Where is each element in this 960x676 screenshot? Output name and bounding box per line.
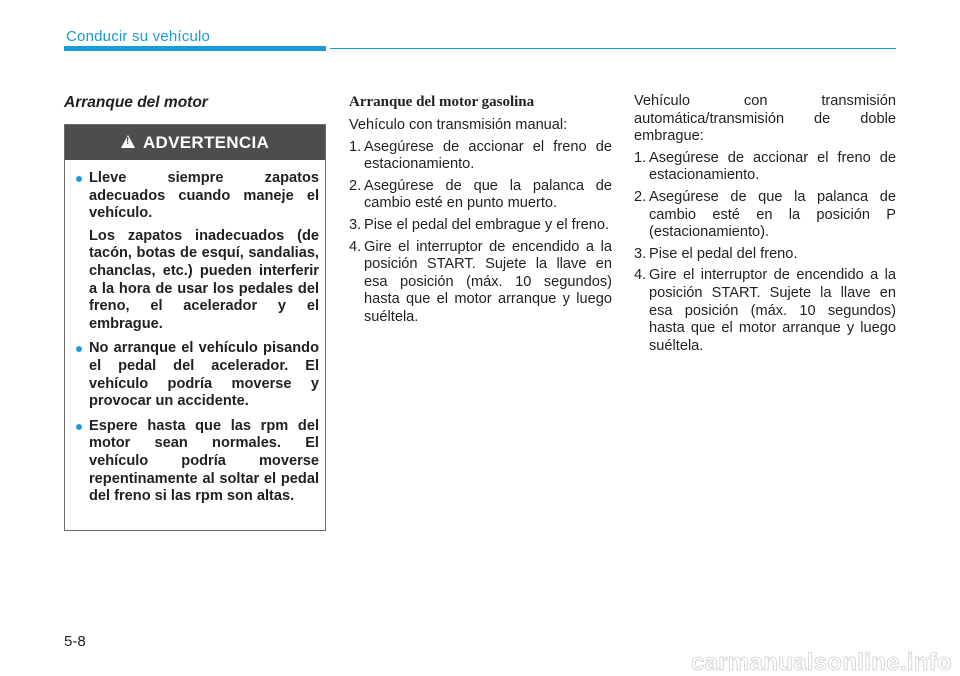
step-item <box>634 189 896 242</box>
step-item <box>349 239 612 327</box>
step-number: 4. <box>349 238 362 255</box>
section-header: Conducir su vehículo <box>66 28 211 45</box>
middle-intro: Vehículo con transmisión manual: <box>349 117 568 133</box>
warning-item-text: Los zapatos inadecuados (de tacón, botas de esquí, sandalias, chanclas, etc.) pueden interferir a la hora de usar los pedales del freno, el acelerador y el embrague. <box>89 227 319 332</box>
middle-content <box>349 117 612 327</box>
warning-item <box>72 170 319 333</box>
warning-title-bar <box>65 125 325 160</box>
step-text: Gire el interruptor de encendido a la posición START. Sujete la llave en esa posición (máx. 10 segundos) hasta que el motor arranque y luego suéltela. <box>364 238 612 325</box>
step-number: 2. <box>349 177 362 194</box>
watermark-text: carmanualsonline.info <box>690 649 952 675</box>
right-intro: Vehículo con transmisión automática/transmisión de doble embrague: <box>634 93 896 145</box>
left-heading: Arranque del motor <box>64 94 208 111</box>
warning-triangle-icon <box>121 135 135 148</box>
warning-item-text: No arranque el vehículo pisando el pedal del acelerador. El vehículo podría moverse y provocar un accidente. <box>89 340 319 410</box>
step-number: 1. <box>349 138 362 155</box>
step-number: 4. <box>634 267 647 284</box>
middle-heading: Arranque del motor gasolina <box>349 94 535 110</box>
middle-steps <box>349 139 612 327</box>
warning-item <box>72 340 319 410</box>
step-text: Asegúrese de accionar el freno de estacionamiento. <box>649 149 896 184</box>
step-number: 1. <box>634 149 647 166</box>
warning-item-text: Lleve siempre zapatos adecuados cuando maneje el vehículo. <box>89 170 319 222</box>
bullet-dot-icon <box>76 176 82 182</box>
header-rule-thick <box>64 46 326 51</box>
page-number: 5-8 <box>64 633 86 650</box>
step-number: 3. <box>349 216 362 233</box>
watermark <box>652 649 952 675</box>
warning-box <box>64 124 326 531</box>
right-steps <box>634 150 896 356</box>
step-item <box>634 150 896 185</box>
step-item <box>349 178 612 213</box>
step-text: Asegúrese de que la palanca de cambio esté en la posición P (estacionamiento). <box>649 188 896 241</box>
step-text: Gire el interruptor de encendido a la posición START. Sujete la llave en esa posición (máx. 10 segundos) hasta que el motor arranque y luego suéltela. <box>649 267 896 354</box>
bullet-dot-icon <box>76 346 82 352</box>
right-content <box>634 93 896 355</box>
step-text: Pise el pedal del freno. <box>649 245 798 262</box>
step-text: Pise el pedal del embrague y el freno. <box>364 216 610 233</box>
step-item <box>349 217 612 235</box>
step-text: Asegúrese de accionar el freno de estacionamiento. <box>364 138 612 173</box>
step-text: Asegúrese de que la palanca de cambio esté en punto muerto. <box>364 177 612 212</box>
step-item <box>634 246 896 264</box>
warning-item <box>72 418 319 506</box>
step-number: 3. <box>634 245 647 262</box>
step-number: 2. <box>634 188 647 205</box>
step-item <box>634 267 896 355</box>
step-item <box>349 139 612 174</box>
warning-title: ADVERTENCIA <box>142 132 270 152</box>
bullet-dot-icon <box>76 424 82 430</box>
header-rule-thin <box>330 48 896 49</box>
warning-list <box>65 160 325 506</box>
warning-item-text: Espere hasta que las rpm del motor sean normales. El vehículo podría moverse repentinamente al soltar el pedal del freno si las rpm son altas. <box>89 417 319 505</box>
